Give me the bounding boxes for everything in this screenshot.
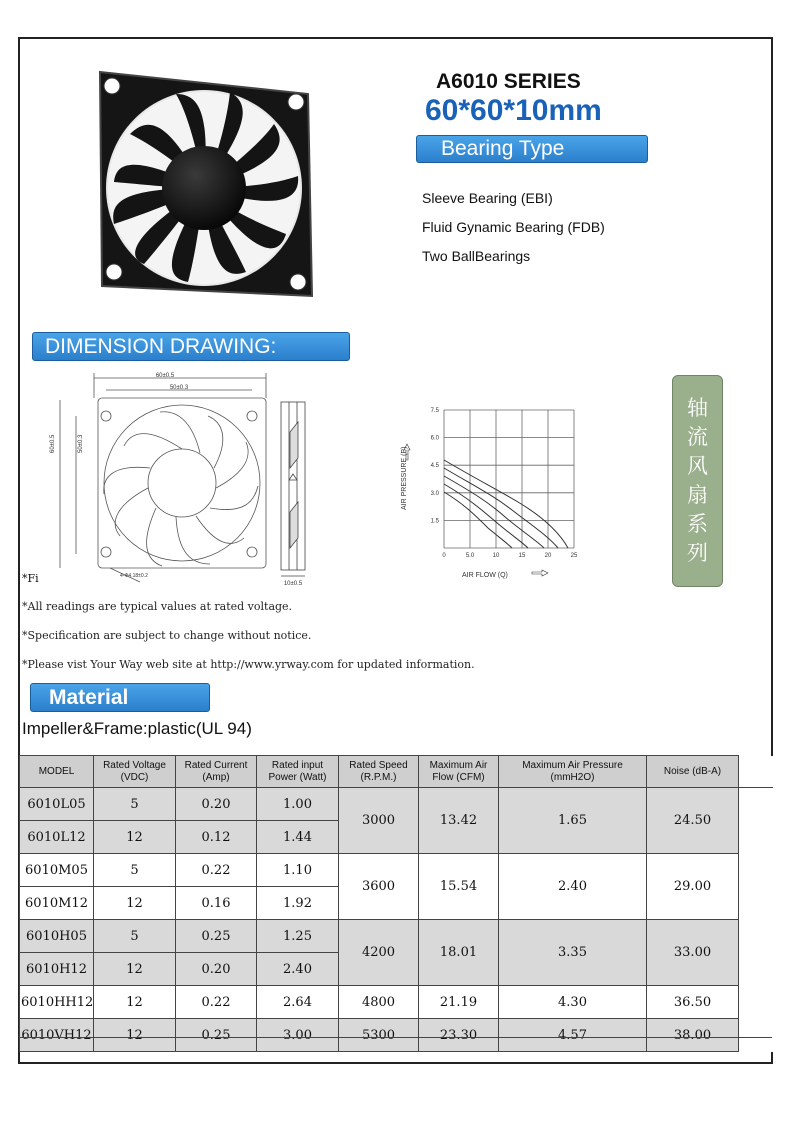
cell-speed: 3000 bbox=[339, 788, 419, 854]
col-header: Maximum Air Flow (CFM) bbox=[419, 756, 499, 788]
cell-power: 2.40 bbox=[257, 953, 339, 986]
pq-curve bbox=[444, 468, 558, 548]
col-header: Rated Current (Amp) bbox=[176, 756, 257, 788]
footnote-fragment: *Fi bbox=[22, 572, 39, 585]
cell-current: 0.16 bbox=[176, 887, 257, 920]
table-row bbox=[20, 986, 773, 1019]
dim-width-hole: 50±0.3 bbox=[169, 385, 189, 391]
cell-power: 1.92 bbox=[257, 887, 339, 920]
cell-power: 1.44 bbox=[257, 821, 339, 854]
col-header: Rated Voltage (VDC) bbox=[94, 756, 176, 788]
cell-model: 6010H05 bbox=[20, 920, 94, 953]
cell-model: 6010VH12 bbox=[20, 1019, 94, 1052]
dim-width-outer: 60±0.5 bbox=[155, 373, 175, 379]
cell-current: 0.25 bbox=[176, 1019, 257, 1052]
col-header: Rated Speed (R.P.M.) bbox=[339, 756, 419, 788]
cell-current: 0.22 bbox=[176, 986, 257, 1019]
cn-char: 系 bbox=[687, 513, 708, 536]
cell-power: 1.25 bbox=[257, 920, 339, 953]
cell-model: 6010M05 bbox=[20, 854, 94, 887]
cell-speed: 4200 bbox=[339, 920, 419, 986]
dim-thickness: 10±0.5 bbox=[283, 581, 303, 587]
cell-speed: 4800 bbox=[339, 986, 419, 1019]
cell-noise: 33.00 bbox=[647, 920, 739, 986]
cell-voltage: 12 bbox=[94, 953, 176, 986]
material-heading: Material bbox=[30, 683, 210, 712]
note-specification: *Specification are subject to change without notice. bbox=[22, 629, 312, 642]
x-axis-arrow-icon bbox=[532, 570, 548, 576]
table-row bbox=[20, 854, 773, 887]
cell-model: 6010H12 bbox=[20, 953, 94, 986]
cell-pressure: 4.57 bbox=[499, 1019, 647, 1052]
col-header: Noise (dB-A) bbox=[647, 756, 739, 788]
bearing-type-heading: Bearing Type bbox=[416, 135, 648, 163]
cell-airflow: 18.01 bbox=[419, 920, 499, 986]
cell-model: 6010M12 bbox=[20, 887, 94, 920]
pq-curve bbox=[444, 484, 528, 548]
cell-speed: 3600 bbox=[339, 854, 419, 920]
cn-char: 扇 bbox=[687, 484, 708, 507]
dim-height-outer: 60±0.5 bbox=[50, 434, 56, 453]
cn-char: 流 bbox=[687, 426, 708, 449]
dim-height-hole: 50±0.3 bbox=[78, 434, 84, 453]
cell-model: 6010L05 bbox=[20, 788, 94, 821]
cell-power: 2.64 bbox=[257, 986, 339, 1019]
x-tick-label: 10 bbox=[492, 553, 500, 559]
y-axis-label: AIR PRESSURE (P) bbox=[401, 446, 408, 510]
cell-pressure: 1.65 bbox=[499, 788, 647, 854]
table-header-row bbox=[20, 756, 773, 788]
spec-table bbox=[19, 755, 773, 1052]
cell-speed: 5300 bbox=[339, 1019, 419, 1052]
x-tick-label: 25 bbox=[570, 553, 578, 559]
cell-airflow: 15.54 bbox=[419, 854, 499, 920]
cell-current: 0.20 bbox=[176, 953, 257, 986]
cn-char: 风 bbox=[687, 455, 708, 478]
col-header: Rated input Power (Watt) bbox=[257, 756, 339, 788]
fan-photo bbox=[90, 64, 320, 304]
cell-current: 0.12 bbox=[176, 821, 257, 854]
chinese-series-label bbox=[672, 375, 723, 587]
x-tick-label: 15 bbox=[518, 553, 526, 559]
cell-noise: 29.00 bbox=[647, 854, 739, 920]
size-title: 60*60*10mm bbox=[425, 94, 602, 127]
cell-voltage: 5 bbox=[94, 920, 176, 953]
pq-curve bbox=[444, 460, 568, 548]
dimension-heading: DIMENSION DRAWING: bbox=[32, 332, 350, 361]
y-tick-label: 3.0 bbox=[430, 490, 439, 497]
empty-cell bbox=[739, 756, 773, 788]
col-header: Maximum Air Pressure (mmH2O) bbox=[499, 756, 647, 788]
note-website: *Please vist Your Way web site at http://www.yrway.com for updated information. bbox=[22, 658, 475, 671]
pq-curve-chart bbox=[398, 400, 588, 586]
cn-char: 列 bbox=[687, 542, 708, 565]
cell-airflow: 13.42 bbox=[419, 788, 499, 854]
bearing-item: Fluid Gynamic Bearing (FDB) bbox=[422, 219, 605, 235]
bearing-item: Two BallBearings bbox=[422, 248, 531, 264]
cell-model: 6010L12 bbox=[20, 821, 94, 854]
table-row bbox=[20, 788, 773, 821]
cell-power: 1.10 bbox=[257, 854, 339, 887]
note-readings: *All readings are typical values at rated voltage. bbox=[22, 600, 293, 613]
cell-power: 1.00 bbox=[257, 788, 339, 821]
table-footer-strip bbox=[19, 1037, 772, 1064]
front-view-drawing bbox=[40, 368, 270, 590]
cell-airflow: 21.19 bbox=[419, 986, 499, 1019]
cell-pressure: 2.40 bbox=[499, 854, 647, 920]
cn-char: 轴 bbox=[687, 397, 708, 420]
cell-voltage: 12 bbox=[94, 887, 176, 920]
table-row bbox=[20, 920, 773, 953]
cell-current: 0.22 bbox=[176, 854, 257, 887]
x-tick-label: 0 bbox=[442, 553, 446, 559]
dim-hole-spec: 4-Φ4.18±0.2 bbox=[120, 573, 148, 579]
cell-noise: 38.00 bbox=[647, 1019, 739, 1052]
material-text: Impeller&Frame:plastic(UL 94) bbox=[22, 719, 252, 738]
cell-voltage: 5 bbox=[94, 854, 176, 887]
y-tick-label: 4.5 bbox=[430, 463, 439, 470]
empty-cell bbox=[739, 788, 773, 1052]
y-tick-label: 6.0 bbox=[430, 435, 439, 442]
y-tick-label: 7.5 bbox=[430, 408, 439, 414]
y-tick-label: 1.5 bbox=[430, 518, 439, 525]
series-title: A6010 SERIES bbox=[436, 70, 581, 93]
col-header: MODEL bbox=[20, 756, 94, 788]
cell-noise: 24.50 bbox=[647, 788, 739, 854]
cell-voltage: 12 bbox=[94, 821, 176, 854]
cell-pressure: 3.35 bbox=[499, 920, 647, 986]
x-tick-label: 5.0 bbox=[465, 553, 475, 559]
bearing-item: Sleeve Bearing (EBI) bbox=[422, 190, 553, 206]
cell-pressure: 4.30 bbox=[499, 986, 647, 1019]
bearing-list bbox=[422, 190, 605, 277]
cell-voltage: 12 bbox=[94, 1019, 176, 1052]
cell-power: 3.00 bbox=[257, 1019, 339, 1052]
cell-model: 6010HH12 bbox=[20, 986, 94, 1019]
cell-voltage: 12 bbox=[94, 986, 176, 1019]
cell-noise: 36.50 bbox=[647, 986, 739, 1019]
cell-current: 0.20 bbox=[176, 788, 257, 821]
pq-curve bbox=[444, 476, 544, 548]
cell-current: 0.25 bbox=[176, 920, 257, 953]
x-axis-label: AIR FLOW (Q) bbox=[462, 572, 508, 579]
cell-voltage: 5 bbox=[94, 788, 176, 821]
x-tick-label: 20 bbox=[544, 553, 552, 559]
side-view-drawing bbox=[276, 392, 316, 588]
cell-airflow: 23.30 bbox=[419, 1019, 499, 1052]
